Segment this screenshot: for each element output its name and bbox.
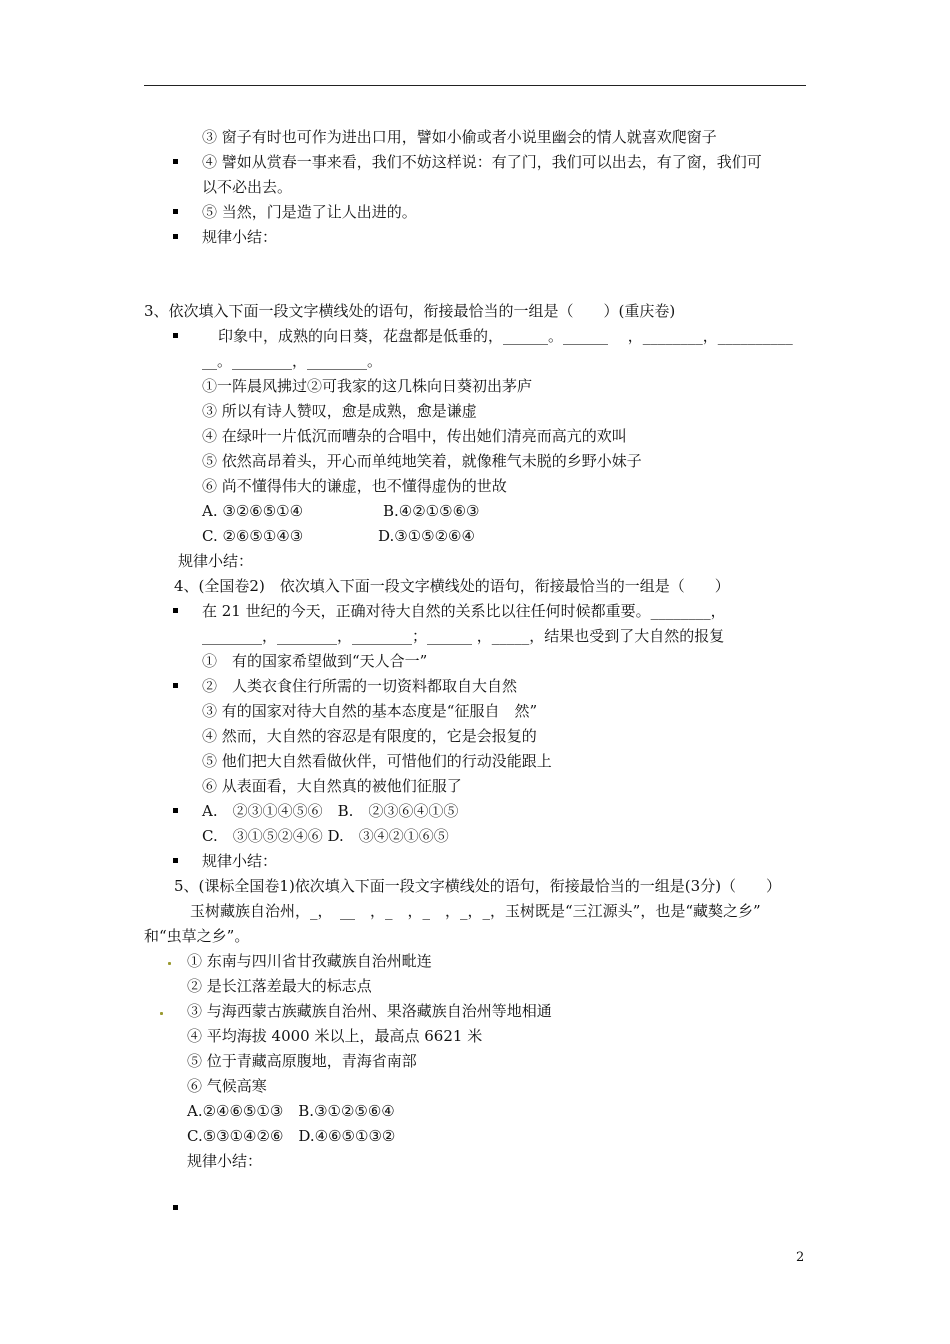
q5-option-6: ⑥ 气候高寒 [187, 1077, 267, 1095]
q4-option-1: ① 有的国家希望做到“天人合一” [202, 652, 428, 670]
q3-choice-d: D.③①⑤②⑥④ [378, 527, 475, 545]
q4-choices-cd: C. ③①⑤②④⑥ D. ③④②①⑥⑤ [202, 827, 449, 845]
q3-option-4: ④ 在绿叶一片低沉而嘈杂的合唱中，传出她们清亮而高亢的欢叫 [202, 427, 627, 445]
q5-stem-line1: 玉树藏族自治州，_， __ ，_ ，_ ，_，_，玉树既是“三江源头”，也是“藏獒之乡” [190, 902, 761, 920]
sec2-option-3: ③ 窗子有时也可作为进出口用，譬如小偷或者小说里幽会的情人就喜欢爬窗子 [202, 128, 717, 146]
sec2-option-4-line1: ④ 譬如从赏春一事来看，我们不妨这样说：有了门，我们可以出去，有了窗，我们可 [202, 153, 762, 171]
q5-choices-cd: C.⑤③①④②⑥ D.④⑥⑤①③② [187, 1127, 396, 1145]
q5-option-1: ① 东南与四川省甘孜藏族自治州毗连 [187, 952, 432, 970]
q4-title: 4、(全国卷2) 依次填入下面一段文字横线处的语句，衔接最恰当的一组是（ ） [174, 577, 730, 595]
bullet-icon [173, 209, 178, 214]
sec2-summary: 规律小结： [202, 228, 278, 246]
bullet-icon [173, 159, 178, 164]
q3-stem-line1: 印象中，成熟的向日葵，花盘都是低垂的，______。______ ，________，__________ [218, 327, 793, 345]
q4-option-3: ③ 有的国家对待大自然的基本态度是“征服自 然” [202, 702, 538, 720]
bullet-icon [173, 333, 178, 338]
q3-stem-line2: __。________，________。 [202, 352, 383, 370]
q5-stem-line2: 和“虫草之乡”。 [144, 927, 250, 945]
q4-summary: 规律小结： [202, 852, 278, 870]
q3-option-1-2: ①一阵晨风拂过②可我家的这几株向日葵初出茅庐 [202, 377, 533, 395]
q3-summary: 规律小结： [178, 552, 254, 570]
q4-stem-line2: ________，________，________；______ ，_____，结果也受到了大自然的报复 [202, 627, 725, 645]
header-rule [144, 85, 806, 86]
q3-choice-a: A. ③②⑥⑤①④ [202, 502, 304, 520]
q3-choice-b: B.④②①⑤⑥③ [383, 502, 480, 520]
q5-title: 5、(课标全国卷1)依次填入下面一段文字横线处的语句，衔接最恰当的一组是(3分)（ ） [174, 877, 782, 895]
bullet-icon [173, 858, 178, 863]
q4-option-6: ⑥ 从表面看，大自然真的被他们征服了 [202, 777, 462, 795]
q3-option-5: ⑤ 依然高昂着头，开心而单纯地笑着，就像稚气未脱的乡野小妹子 [202, 452, 642, 470]
q4-choices-ab: A. ②③①④⑤⑥ B. ②③⑥④①⑤ [202, 802, 459, 820]
mark-dot [168, 962, 171, 965]
bullet-icon [173, 1205, 178, 1210]
sec2-option-4-line2: 以不必出去。 [202, 178, 293, 196]
bullet-icon [173, 608, 178, 613]
q5-option-4: ④ 平均海拔 4000 米以上，最高点 6621 米 [187, 1027, 483, 1045]
q3-title: 3、依次填入下面一段文字横线处的语句，衔接最恰当的一组是（ ）(重庆卷) [144, 302, 676, 320]
bullet-icon [173, 683, 178, 688]
q4-option-2: ② 人类衣食住行所需的一切资料都取自大自然 [202, 677, 518, 695]
sec2-option-5: ⑤ 当然，门是造了让人出进的。 [202, 203, 417, 221]
q3-option-3: ③ 所以有诗人赞叹，愈是成熟，愈是谦虚 [202, 402, 477, 420]
page-number: 2 [796, 1250, 805, 1265]
q5-option-2: ② 是长江落差最大的标志点 [187, 977, 372, 995]
q5-option-3: ③ 与海西蒙古族藏族自治州、果洛藏族自治州等地相通 [187, 1002, 552, 1020]
q3-option-6: ⑥ 尚不懂得伟大的谦虚，也不懂得虚伪的世故 [202, 477, 507, 495]
q4-option-4: ④ 然而，大自然的容忍是有限度的，它是会报复的 [202, 727, 537, 745]
q4-stem-line1: 在 21 世纪的今天，正确对待大自然的关系比以往任何时候都重要。________， [202, 602, 726, 620]
q3-choice-c: C. ②⑥⑤①④③ [202, 527, 304, 545]
q5-option-5: ⑤ 位于青藏高原腹地，青海省南部 [187, 1052, 417, 1070]
q5-summary: 规律小结： [187, 1152, 263, 1170]
q4-option-5: ⑤ 他们把大自然看做伙伴，可惜他们的行动没能跟上 [202, 752, 552, 770]
q5-choices-ab: A.②④⑥⑤①③ B.③①②⑤⑥④ [187, 1102, 395, 1120]
bullet-icon [173, 808, 178, 813]
bullet-icon [173, 234, 178, 239]
mark-dot [160, 1012, 163, 1015]
